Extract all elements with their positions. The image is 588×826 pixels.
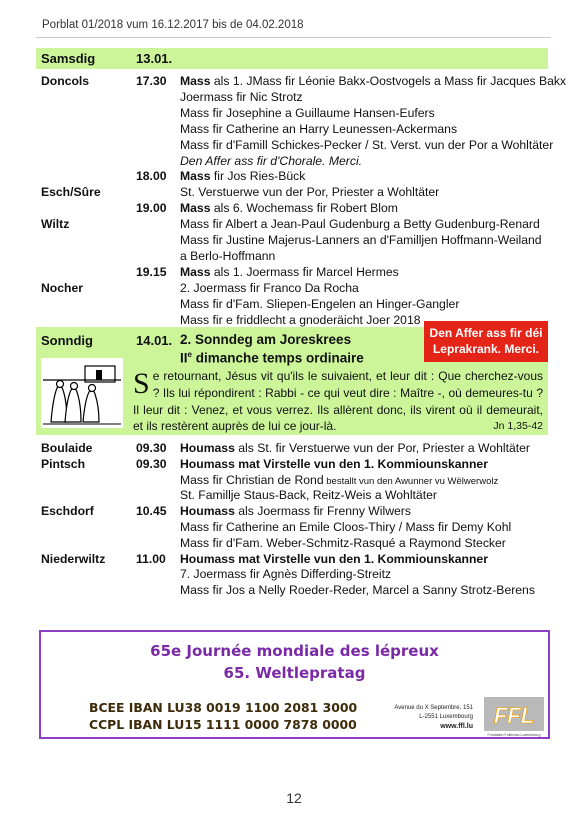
mass-time: 19.00 bbox=[136, 201, 167, 216]
place-name: Pintsch bbox=[41, 456, 86, 471]
iban-bcee: BCEE IBAN LU38 0019 1100 2081 3000 bbox=[89, 700, 358, 715]
iban-ccpl: CCPL IBAN LU15 1111 0000 7878 0000 bbox=[89, 717, 357, 732]
ffl-address: Avenue du X Septembre, 151 L-2551 Luxembourg www.ffl.lu bbox=[394, 705, 473, 730]
place-name: Esch/Sûre bbox=[41, 185, 101, 200]
mass-time: 17.30 bbox=[136, 74, 167, 88]
mass-entry: Mass fir Albert a Jean-Paul Gudenburg a Betty Gudenburg-Renard bbox=[180, 217, 540, 232]
mass-time: 11.00 bbox=[136, 551, 166, 566]
mass-entry: Mass fir Jos a Nelly Roeder-Reder, Marcel a Sanny Strotz-Berens bbox=[180, 583, 535, 598]
mass-time: 09.30 bbox=[136, 456, 167, 471]
place-name: Niederwiltz bbox=[41, 551, 106, 566]
mass-entry: a Berlo-Hoffmann bbox=[180, 248, 276, 263]
mass-entry: Den Affer ass fir d'Chorale. Merci. bbox=[180, 153, 363, 168]
sunday-title: 2. Sonndeg am Joreskrees bbox=[180, 332, 352, 347]
mass-entry: Mass fir Justine Majerus-Lanners an d'Familljen Hoffmann-Weiland bbox=[180, 233, 542, 247]
mass-entry: Mass fir Jos Ries-Bück bbox=[180, 169, 306, 184]
leprosy-title-lu: 65. Weltlepratag bbox=[223, 664, 366, 682]
mass-time: 09.30 bbox=[136, 441, 167, 455]
mass-entry: Mass fir Catherine an Emile Cloos-Thiry / Mass fir Demy Kohl bbox=[180, 520, 512, 534]
offering-notice: Den Affer ass fir déi Leprakrank. Merci. bbox=[424, 321, 548, 362]
mass-entry: Mass fir e friddlecht a gnoderäicht Joer 2018 bbox=[180, 312, 421, 327]
place-name: Doncols bbox=[41, 74, 90, 88]
mass-entry: Mass fir d'Famill Schickes-Pecker / St. Verst. vun der Por a Wohltäter bbox=[180, 137, 554, 152]
svg-text:FFL: FFL bbox=[493, 703, 535, 728]
mass-entry: Mass als 1. Joermass fir Marcel Hermes bbox=[180, 264, 399, 279]
mass-entry: 7. Joermass fir Agnès Differding-Streitz bbox=[180, 567, 392, 582]
mass-entry: Mass fir Christian de Rond bestallt vun den Awunner vu Wëlwerwolz bbox=[180, 472, 499, 487]
day-date: 14.01. bbox=[136, 333, 173, 348]
leprosy-title-fr: 65e Journée mondiale des lépreux bbox=[150, 642, 439, 660]
day-name: Sonndig bbox=[41, 333, 93, 348]
sunday-subtitle: IIe dimanche temps ordinaire bbox=[180, 350, 364, 366]
mass-entry: Mass fir d'Fam. Weber-Schmitz-Rasqué a Raymond Stecker bbox=[180, 535, 506, 550]
mass-time: 18.00 bbox=[136, 169, 167, 184]
day-name: Samsdig bbox=[41, 51, 96, 66]
mass-entry: Mass als 1. JMass fir Léonie Bakx-Oostvogels a Mass fir Jacques Bakx bbox=[180, 74, 567, 88]
mass-entry: Houmass mat Virstelle vun den 1. Kommiounskanner bbox=[180, 456, 488, 471]
page-number: 12 bbox=[286, 790, 302, 806]
mass-entry: St. Verstuerwe vun der Por, Priester a Wohltäter bbox=[180, 185, 440, 200]
mass-time: 10.45 bbox=[136, 504, 167, 519]
mass-entry: St. Famillje Staus-Back, Reitz-Weis a Wohltäter bbox=[180, 488, 437, 503]
day-band-saturday bbox=[36, 48, 548, 69]
place-name: Wiltz bbox=[41, 217, 70, 232]
mass-entry: Joermass fir Nic Strotz bbox=[180, 89, 303, 104]
ffl-logo bbox=[484, 697, 544, 737]
mass-entry: 2. Joermass fir Franco Da Rocha bbox=[180, 280, 359, 295]
mass-entry: Houmass mat Virstelle vun den 1. Kommiounskanner bbox=[180, 551, 488, 566]
svg-text:Fondation Follereau Luxembourg: Fondation Follereau Luxembourg bbox=[487, 733, 541, 737]
header-divider bbox=[36, 37, 551, 38]
place-name: Nocher bbox=[41, 280, 83, 295]
gospel-dropcap: S bbox=[133, 367, 150, 400]
mass-entry: Houmass als Joermass fir Frenny Wilwers bbox=[180, 504, 411, 519]
mass-entry: Mass fir Catherine an Harry Leunessen-Ackermans bbox=[180, 121, 458, 136]
gospel-reference: Jn 1,35-42 bbox=[493, 420, 543, 433]
day-date: 13.01. bbox=[136, 51, 173, 66]
gospel-illustration bbox=[41, 358, 123, 428]
header-text: Porblat 01/2018 vum 16.12.2017 bis de 04.02.2018 bbox=[42, 19, 304, 31]
mass-entry: Houmass als St. fir Verstuerwe vun der Por, Priester a Wohltäter bbox=[180, 441, 530, 455]
mass-entry: Mass fir d'Fam. Sliepen-Engelen an Hinger-Gangler bbox=[180, 296, 460, 311]
place-name: Boulaide bbox=[41, 441, 93, 455]
mass-time: 19.15 bbox=[136, 264, 167, 279]
gospel-text: Se retournant, Jésus vit qu'ils le suivaient, et leur dit : Que cherchez-vous ? Ils lui répondirent : Rabbi - ce qui veut dire : Maître -, où demeures-tu ? Il leur dit : Venez, et vous verrez. Ils allèrent donc, ils virent où il demeurait, et ils restèrent auprès de lui ce jour-là. Jn 1,35-42 bbox=[133, 367, 543, 434]
place-name: Eschdorf bbox=[41, 504, 94, 519]
leprosy-day-box bbox=[39, 630, 550, 739]
mass-entry: Mass fir Josephine a Guillaume Hansen-Eufers bbox=[180, 105, 435, 120]
mass-entry: Mass als 6. Wochemass fir Robert Blom bbox=[180, 201, 398, 216]
